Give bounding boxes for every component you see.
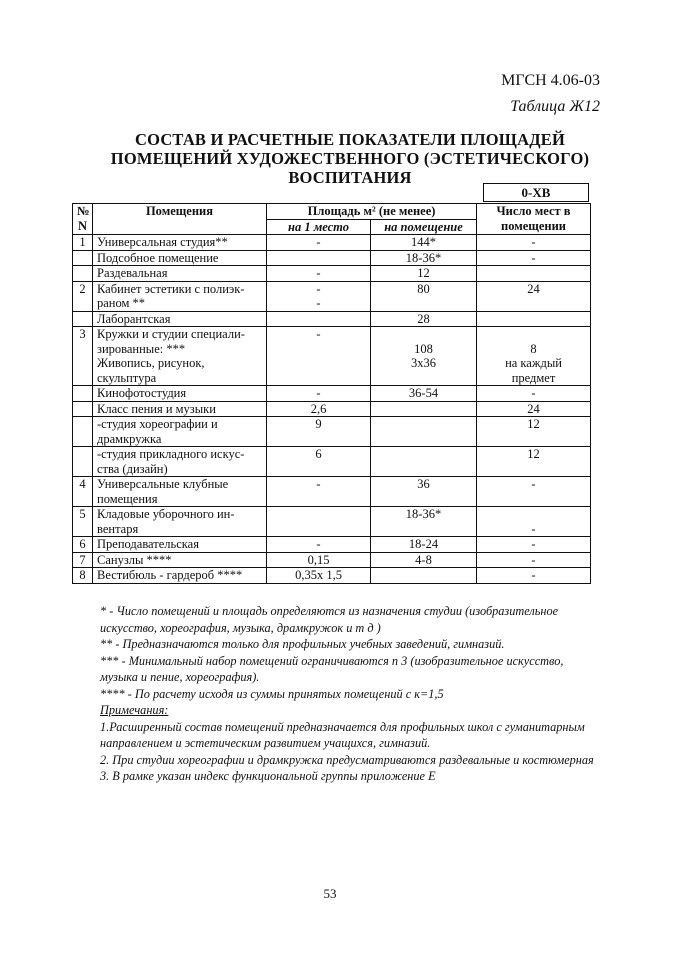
page-title: СОСТАВ И РАСЧЕТНЫЕ ПОКАЗАТЕЛИ ПЛОЩАДЕЙ ПОМЕЩЕНИЙ ХУДОЖЕСТВЕННОГО (ЭСТЕТИЧЕСКОГО) ВОСПИТАНИЯ: [110, 130, 590, 187]
row-number: 1: [73, 235, 93, 251]
area-per-place: -: [267, 537, 371, 553]
table-row: [73, 281, 591, 311]
document-code: МГСН 4.06-03: [501, 72, 600, 89]
footnotes: [100, 603, 600, 785]
area-per-place: 0,35x 1,5: [267, 568, 371, 584]
footnote-4: **** - По расчету исходя из суммы принятых помещений с к=1,5: [100, 686, 444, 701]
area-per-place: [267, 250, 371, 266]
room-name: Раздевальная: [93, 266, 267, 282]
seat-count: -: [477, 537, 591, 553]
area-per-room: [371, 417, 477, 447]
area-per-room: 144*: [371, 235, 477, 251]
seat-count: -: [477, 386, 591, 402]
room-name: Кладовые уборочного ин- вентаря: [93, 507, 267, 537]
area-per-place: -: [267, 327, 371, 386]
areas-table: [72, 203, 591, 584]
header-room: Помещения: [93, 204, 267, 235]
table-name: Таблица Ж12: [510, 98, 600, 115]
area-per-place: - -: [267, 281, 371, 311]
row-number: [73, 311, 93, 327]
footnote-3: *** - Минимальный набор помещений ограничиваются п 3 (изобразительное искусство, музыка и пение, хореография).: [100, 653, 564, 684]
row-number: [73, 447, 93, 477]
row-number: [73, 401, 93, 417]
table-row: [73, 327, 591, 386]
area-per-room: 18-36*: [371, 250, 477, 266]
table-row: [73, 266, 591, 282]
room-name: Кабинет эстетики с полиэк- раном **: [93, 281, 267, 311]
table-row: [73, 250, 591, 266]
room-name: Универсальные клубные помещения: [93, 477, 267, 507]
area-per-place: 9: [267, 417, 371, 447]
area-per-place: -: [267, 477, 371, 507]
footnote-1: * - Число помещений и площадь определяются из назначения студии (изобразительное искусство, хореография, музыка, драмкружок и т д ): [100, 604, 559, 635]
area-per-room: 108 3x36: [371, 327, 477, 386]
area-per-room: [371, 401, 477, 417]
row-number: 2: [73, 281, 93, 311]
room-name: Вестибюль - гардероб ****: [93, 568, 267, 584]
seat-count: -: [477, 568, 591, 584]
area-per-room: [371, 447, 477, 477]
area-per-room: 28: [371, 311, 477, 327]
area-per-room: 4-8: [371, 552, 477, 568]
group-index-box: 0-ХВ: [483, 183, 589, 202]
seat-count: 24: [477, 401, 591, 417]
room-name: Лаборантская: [93, 311, 267, 327]
area-per-room: [371, 568, 477, 584]
seat-count: 12: [477, 447, 591, 477]
footnote-2: ** - Предназначаются только для профильных учебных заведений, гимназий.: [100, 637, 505, 651]
area-per-room: 36: [371, 477, 477, 507]
area-per-place: [267, 311, 371, 327]
row-number: 5: [73, 507, 93, 537]
table-row: [73, 568, 591, 584]
seat-count: -: [477, 235, 591, 251]
seat-count: [477, 311, 591, 327]
notes-heading: Примечания:: [100, 703, 169, 717]
row-number: [73, 266, 93, 282]
table-row: [73, 507, 591, 537]
area-per-place: 6: [267, 447, 371, 477]
table-row: [73, 537, 591, 553]
area-per-room: 12: [371, 266, 477, 282]
room-name: Кинофотостудия: [93, 386, 267, 402]
header-num: № N: [73, 204, 93, 235]
table-row: [73, 235, 591, 251]
seat-count: 8 на каждый предмет: [477, 327, 591, 386]
row-number: [73, 250, 93, 266]
area-per-place: -: [267, 386, 371, 402]
header-seats: Число мест в помещении: [477, 204, 591, 235]
seat-count: -: [477, 250, 591, 266]
row-number: 8: [73, 568, 93, 584]
row-number: [73, 417, 93, 447]
row-number: 7: [73, 552, 93, 568]
seat-count: [477, 266, 591, 282]
area-per-place: -: [267, 235, 371, 251]
note-3: 3. В рамке указан индекс функциональной группы приложение Е: [100, 769, 436, 783]
area-per-room: 36-54: [371, 386, 477, 402]
page-number: 53: [323, 886, 337, 901]
table-row: [73, 311, 591, 327]
table-row: [73, 417, 591, 447]
area-per-place: 0,15: [267, 552, 371, 568]
header-area: Площадь м² (не менее): [267, 204, 477, 220]
area-per-room: 18-36*: [371, 507, 477, 537]
room-name: Преподавательская: [93, 537, 267, 553]
room-name: Универсальная студия**: [93, 235, 267, 251]
seat-count: -: [477, 477, 591, 507]
room-name: -студия хореографии и драмкружка: [93, 417, 267, 447]
note-1: 1.Расширенный состав помещений предназначается для профильных школ с гуманитарным направлением и эстетическим развитием учащихся, гимназий.: [100, 719, 585, 750]
area-per-place: -: [267, 266, 371, 282]
row-number: 3: [73, 327, 93, 386]
area-per-room: 18-24: [371, 537, 477, 553]
seat-count: -: [477, 507, 591, 537]
room-name: -студия прикладного искус- ства (дизайн): [93, 447, 267, 477]
row-number: 4: [73, 477, 93, 507]
table-row: [73, 477, 591, 507]
header-per-room: на помещение: [371, 219, 477, 235]
seat-count: -: [477, 552, 591, 568]
room-name: Класс пения и музыки: [93, 401, 267, 417]
table-row: [73, 447, 591, 477]
row-number: 6: [73, 537, 93, 553]
note-2: 2. При студии хореографии и драмкружка предусматриваются раздевальные и костюмерная: [100, 752, 594, 767]
room-name: Санузлы ****: [93, 552, 267, 568]
seat-count: 12: [477, 417, 591, 447]
table-row: [73, 386, 591, 402]
row-number: [73, 386, 93, 402]
area-per-room: 80: [371, 281, 477, 311]
header-per-place: на 1 место: [267, 219, 371, 235]
area-per-place: 2,6: [267, 401, 371, 417]
seat-count: 24: [477, 281, 591, 311]
room-name: Кружки и студии специали- зированные: *** Живопись, рисунок, скульптура: [93, 327, 267, 386]
area-per-place: [267, 507, 371, 537]
table-row: [73, 552, 591, 568]
table-row: [73, 401, 591, 417]
room-name: Подсобное помещение: [93, 250, 267, 266]
